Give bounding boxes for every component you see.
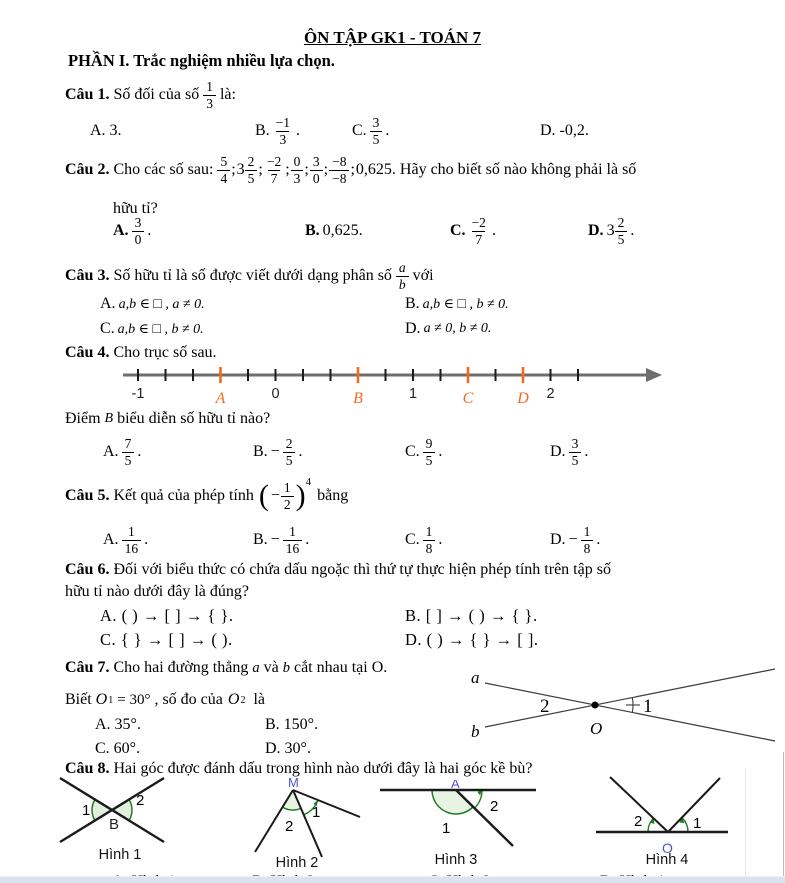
q3-option-a: A. a,b ∈ □ , a ≠ 0. xyxy=(100,295,205,312)
q5-option-b: B. − $\frac{1}{16}$ . xyxy=(253,524,310,556)
q6-option-b: B. [ ] → ( ) → { }. xyxy=(405,606,538,625)
point-label-A: A xyxy=(215,390,226,406)
fraction: $\frac{1}{3}$ xyxy=(203,79,216,110)
label-angle-1: 1 xyxy=(312,804,321,821)
label-vertex-O: O xyxy=(662,840,673,856)
fraction: $\frac{3}{5}$ xyxy=(370,115,383,146)
q1-option-b: B. $\frac{-1}{3}$ . xyxy=(255,115,301,147)
page-title: ÔN TẬP GK1 - TOÁN 7 xyxy=(303,28,482,47)
label-angle-2: 2 xyxy=(540,696,550,717)
angle-O1: O xyxy=(95,691,108,708)
label-angle-1: 1 xyxy=(442,820,451,837)
label-vertex-B: B xyxy=(109,816,120,833)
point-O-dot xyxy=(592,702,599,709)
q5-option-a: A. $\frac{1}{16}$ . xyxy=(103,524,149,556)
q6-option-c: C. { } → [ ] → ( ). xyxy=(100,630,233,649)
q2-text-after: Hãy cho biết số nào không phải là số xyxy=(399,161,637,178)
q4-question: Điểm B biểu diễn số hữu tỉ nào? xyxy=(65,410,271,427)
q2-option-a: A. $\frac{3}{0}$ . xyxy=(113,215,152,247)
q5-option-d: D. − $\frac{1}{8}$ . xyxy=(550,524,601,556)
q1-text: Số đối của số xyxy=(113,86,200,103)
line-b-reference: b xyxy=(282,659,290,676)
label-vertex-M: M xyxy=(288,775,299,790)
label-angle-1: 1 xyxy=(643,696,653,717)
bottom-window-edge-bar xyxy=(0,876,785,883)
fraction: $\frac{a}{b}$ xyxy=(396,260,409,291)
q1-option-d: D. -0,2. xyxy=(540,122,589,139)
figure-1-caption: Hình 1 xyxy=(98,847,142,863)
q2-option-d: D. 3 $\frac{2}{5}$ . xyxy=(588,215,635,247)
ray-down-right xyxy=(456,790,513,846)
fraction: $\frac{3}{5}$ xyxy=(569,436,582,467)
content-pane-divider xyxy=(745,768,746,877)
q1-option-a: A. 3. xyxy=(90,122,122,139)
tick-label-1: 1 xyxy=(408,386,418,402)
angle-O2: O xyxy=(227,691,240,708)
q8-figure-2 xyxy=(240,775,370,860)
fraction: $\frac{2}{5}$ xyxy=(283,436,296,467)
q2-stem: Câu 2. Cho các số sau: $\frac{5}{4}$ ; 3 $\frac{2}{5}$ ; $\frac{-2}{7}$ ; $\frac{0}{3}$ ; $\frac{3}{0}$ ; $\frac{-8}{-8}$ ; 0,625. Hãy cho biết số nào không phải là số xyxy=(65,154,637,186)
label-angle-1: 1 xyxy=(82,802,91,819)
q2-option-b: B. 0,625. xyxy=(305,222,363,239)
q2-text: Cho các số sau: xyxy=(113,161,214,178)
q5-options xyxy=(0,520,785,560)
q2-label: Câu 2. xyxy=(65,161,110,178)
q3-stem xyxy=(65,257,438,295)
q5-text: Kết quả của phép tính xyxy=(113,487,254,504)
tick-label-minus1: -1 xyxy=(131,386,145,402)
q5-label: Câu 5. xyxy=(65,487,110,504)
label-a: a xyxy=(471,668,480,687)
label-vertex-A: A xyxy=(451,780,460,791)
q4-option-c: C. $\frac{9}{5}$ . xyxy=(405,436,443,468)
q2-options xyxy=(0,211,785,251)
q3-option-c: C. a,b ∈ □ , b ≠ 0. xyxy=(100,320,204,337)
tick-label-2: 2 xyxy=(546,386,555,402)
q8-label: Câu 8. xyxy=(65,760,110,777)
q7-intersecting-lines-figure xyxy=(455,665,785,750)
fraction: $\frac{0}{3}$ xyxy=(291,154,304,185)
figure-4-caption: Hình 4 xyxy=(645,852,689,868)
fraction: $\frac{3}{0}$ xyxy=(132,215,145,246)
q8-figure-4 xyxy=(590,773,740,858)
q5-option-c: C. $\frac{1}{8}$ . xyxy=(405,524,443,556)
point-label-B: B xyxy=(353,390,363,406)
tick-label-0: 0 xyxy=(271,386,280,402)
q7-option-a: A. 35°. xyxy=(95,716,141,733)
q8-figure-3 xyxy=(378,780,540,852)
q7-option-b: B. 150°. xyxy=(265,716,319,733)
q1-text-after: là: xyxy=(219,86,236,103)
mixed-number: 3 $\frac{2}{5}$ xyxy=(607,215,628,246)
fraction: $\frac{7}{5}$ xyxy=(122,436,135,467)
q4-text: Cho trục số sau. xyxy=(113,344,217,361)
q6-option-d: D. ( ) → { } → [ ]. xyxy=(405,630,539,649)
fraction: $\frac{1}{8}$ xyxy=(581,524,594,555)
q1-label: Câu 1. xyxy=(65,86,110,103)
q3-option-d: D. a ≠ 0, b ≠ 0. xyxy=(405,320,492,337)
q2-option-c: C. $\frac{-2}{7}$ . xyxy=(450,215,496,247)
q6-stem-line1: Câu 6. Đối với biểu thức có chứa dấu ngoặc thì thứ tự thực hiện phép tính trên tập số xyxy=(65,561,611,578)
q3-label: Câu 3. xyxy=(65,267,110,284)
point-B-reference: B xyxy=(104,411,114,426)
fraction: $\frac{1}{16}$ xyxy=(122,524,142,555)
q4-option-a: A. $\frac{7}{5}$ . xyxy=(103,436,142,468)
line-a-reference: a xyxy=(252,659,260,676)
fraction: $\frac{-2}{7}$ xyxy=(471,215,486,247)
label-angle-1: 1 xyxy=(693,815,702,832)
line-a xyxy=(485,683,775,741)
q4-option-b: B. − $\frac{2}{5}$ . xyxy=(253,436,303,468)
q6-label: Câu 6. xyxy=(65,561,110,578)
exponent: 4 xyxy=(305,476,312,488)
fraction: $\frac{-8}{-8}$ xyxy=(329,154,349,185)
q4-label: Câu 4. xyxy=(65,344,110,361)
q1-option-c: C. $\frac{3}{5}$ . xyxy=(352,115,390,147)
window-right-border xyxy=(783,752,784,878)
part-heading: PHẦN I. Trắc nghiệm nhiều lựa chọn. xyxy=(68,51,335,70)
q7-stem-line1: Câu 7. Cho hai đường thẳng a và b cắt nhau tại O. xyxy=(65,659,388,676)
q2-text-line2: hữu tỉ? xyxy=(113,200,158,217)
fraction: $\frac{1}{2}$ xyxy=(281,480,294,511)
q4-option-d: D. $\frac{3}{5}$ . xyxy=(550,436,589,468)
axis-arrowhead xyxy=(646,368,662,382)
q5-stem: Câu 5. Kết quả của phép tính ( − $\frac{1}{2}$ ) 4 bằng xyxy=(65,476,349,512)
q8-stem: Câu 8. Hai góc được đánh dấu trong hình nào dưới đây là hai góc kề bù? xyxy=(65,760,533,777)
q1-options xyxy=(0,113,785,149)
fraction: $\frac{1}{8}$ xyxy=(423,524,436,555)
q3-option-b: B. a,b ∈ □ , b ≠ 0. xyxy=(405,295,509,312)
point-label-C: C xyxy=(462,390,474,406)
q8-figure-1 xyxy=(52,772,182,852)
figure-3-caption: Hình 3 xyxy=(434,852,478,868)
fraction: $\frac{5}{4}$ xyxy=(217,154,230,185)
fraction: $\frac{-2}{7}$ xyxy=(266,154,282,186)
label-b: b xyxy=(471,722,480,741)
q7-option-c: C. 60°. xyxy=(95,740,141,757)
fraction: $\frac{-1}{3}$ xyxy=(275,115,291,147)
q4-options xyxy=(0,432,785,472)
point-label-D: D xyxy=(517,390,529,406)
line-b xyxy=(485,669,775,727)
fraction: $\frac{3}{0}$ xyxy=(310,154,323,185)
fraction: $\frac{1}{16}$ xyxy=(283,524,303,555)
fraction: $\frac{9}{5}$ xyxy=(423,436,436,467)
mixed-number: 3 $\frac{2}{5}$ xyxy=(237,154,258,185)
number-line-figure xyxy=(0,358,700,406)
q7-option-d: D. 30°. xyxy=(265,740,311,757)
q1-stem xyxy=(65,77,240,113)
q6-option-a: A. ( ) → [ ] → { }. xyxy=(100,606,234,625)
label-angle-2: 2 xyxy=(490,798,499,815)
q7-stem-line2: Biết O 1 = 30° , số đo của O 2 là xyxy=(65,691,265,708)
label-angle-2: 2 xyxy=(136,792,145,809)
label-angle-2: 2 xyxy=(285,818,294,835)
q7-label: Câu 7. xyxy=(65,659,110,676)
q3-text-after: với xyxy=(412,267,434,284)
label-O: O xyxy=(590,719,603,738)
q5-text-after: bằng xyxy=(317,487,349,504)
q3-text: Số hữu tỉ là số được viết dưới dạng phân số xyxy=(113,267,392,284)
label-angle-2: 2 xyxy=(634,813,643,830)
figure-2-caption: Hình 2 xyxy=(275,855,319,871)
q6-stem-line2: hữu tỉ nào dưới đây là đúng? xyxy=(65,583,249,600)
